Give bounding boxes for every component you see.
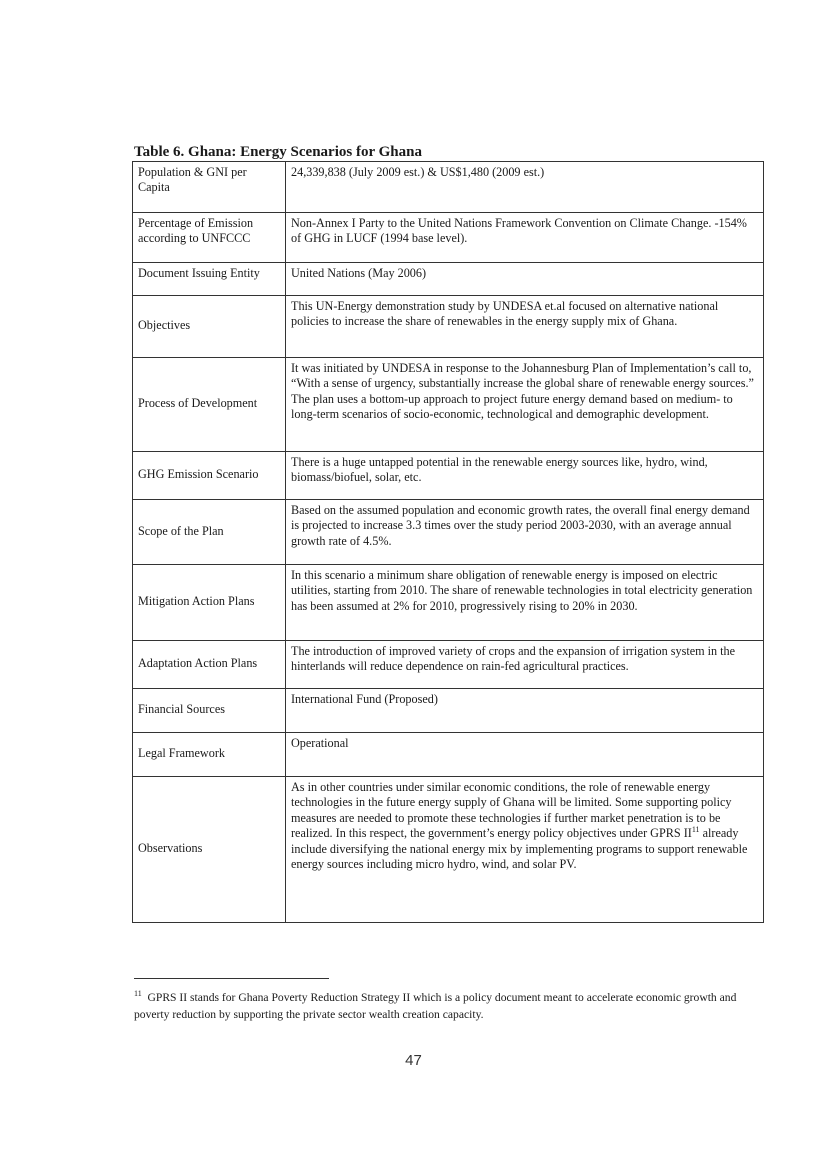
row-value: It was initiated by UNDESA in response to the Johannesburg Plan of Implementation’s call to, “With a sense of urgency, substantially increase the global share of renewable energy sources.” The plan uses a bottom-up approach to project future energy demand based on medium- to long-term scenarios of socio-economic, technological and demographic development.: [286, 358, 764, 452]
table-row: [133, 500, 764, 565]
row-value: The introduction of improved variety of crops and the expansion of irrigation system in the hinterlands will reduce dependence on rain-fed agricultural practices.: [286, 641, 764, 689]
observations-text-before: As in other countries under similar economic conditions, the role of renewable energy technologies in the future energy supply of Ghana will be limited. Some supporting policy measures are needed to promote these technologies if further market penetration is to be realized. In this respect, the government’s energy policy objectives under GPRS II: [291, 780, 732, 841]
table-row: [133, 162, 764, 213]
row-value: 24,339,838 (July 2009 est.) & US$1,480 (2009 est.): [286, 162, 764, 213]
row-value: There is a huge untapped potential in the renewable energy sources like, hydro, wind, biomass/biofuel, solar, etc.: [286, 452, 764, 500]
row-label: Process of Development: [133, 358, 286, 452]
table-row: [133, 641, 764, 689]
row-label: Financial Sources: [133, 689, 286, 733]
page-number: 47: [405, 1052, 422, 1069]
footnote-text: GPRS II stands for Ghana Poverty Reduction Strategy II which is a policy document meant to accelerate economic growth and poverty reduction by supporting the private sector wealth creation capacity.: [134, 991, 737, 1021]
observations-text-after: already include diversifying the national energy mix by implementing programs to support renewable energy sources including micro hydro, wind, and solar PV.: [291, 826, 748, 872]
row-label: Percentage of Emission according to UNFCCC: [133, 213, 286, 263]
row-value: International Fund (Proposed): [286, 689, 764, 733]
row-value: United Nations (May 2006): [286, 263, 764, 296]
table-row: [133, 565, 764, 641]
footnote-reference[interactable]: 11: [691, 825, 700, 835]
row-label: Adaptation Action Plans: [133, 641, 286, 689]
row-label: Legal Framework: [133, 733, 286, 777]
footnote-divider: [134, 978, 329, 979]
row-label: GHG Emission Scenario: [133, 452, 286, 500]
footnote-marker: 11: [134, 989, 142, 999]
row-label: Document Issuing Entity: [133, 263, 286, 296]
row-value: Operational: [286, 733, 764, 777]
table-row: [133, 296, 764, 358]
table-row: [133, 213, 764, 263]
row-label: Objectives: [133, 296, 286, 358]
row-label: Mitigation Action Plans: [133, 565, 286, 641]
energy-scenarios-table: [132, 161, 764, 923]
row-value: Non-Annex I Party to the United Nations Framework Convention on Climate Change. -154% of GHG in LUCF (1994 base level).: [286, 213, 764, 263]
row-value: [286, 777, 764, 923]
table-title: Table 6. Ghana: Energy Scenarios for Ghana: [134, 144, 422, 160]
table-row: [133, 452, 764, 500]
row-label: Population & GNI per Capita: [133, 162, 286, 213]
row-value: Based on the assumed population and economic growth rates, the overall final energy demand is projected to increase 3.3 times over the study period 2003-2030, with an average annual growth rate of 4.5%.: [286, 500, 764, 565]
table-row: [133, 733, 764, 777]
row-label: Observations: [133, 777, 286, 923]
table-row: [133, 689, 764, 733]
table-row: [133, 358, 764, 452]
footnote: [134, 989, 774, 1023]
row-value: In this scenario a minimum share obligation of renewable energy is imposed on electric utilities, starting from 2010. The share of renewable technologies in total electricity generation has been assumed at 2% for 2010, progressively rising to 20% in 2030.: [286, 565, 764, 641]
row-label: Scope of the Plan: [133, 500, 286, 565]
row-value: This UN-Energy demonstration study by UNDESA et.al focused on alternative national policies to increase the share of renewables in the energy supply mix of Ghana.: [286, 296, 764, 358]
table-row: [133, 777, 764, 923]
table-row: [133, 263, 764, 296]
